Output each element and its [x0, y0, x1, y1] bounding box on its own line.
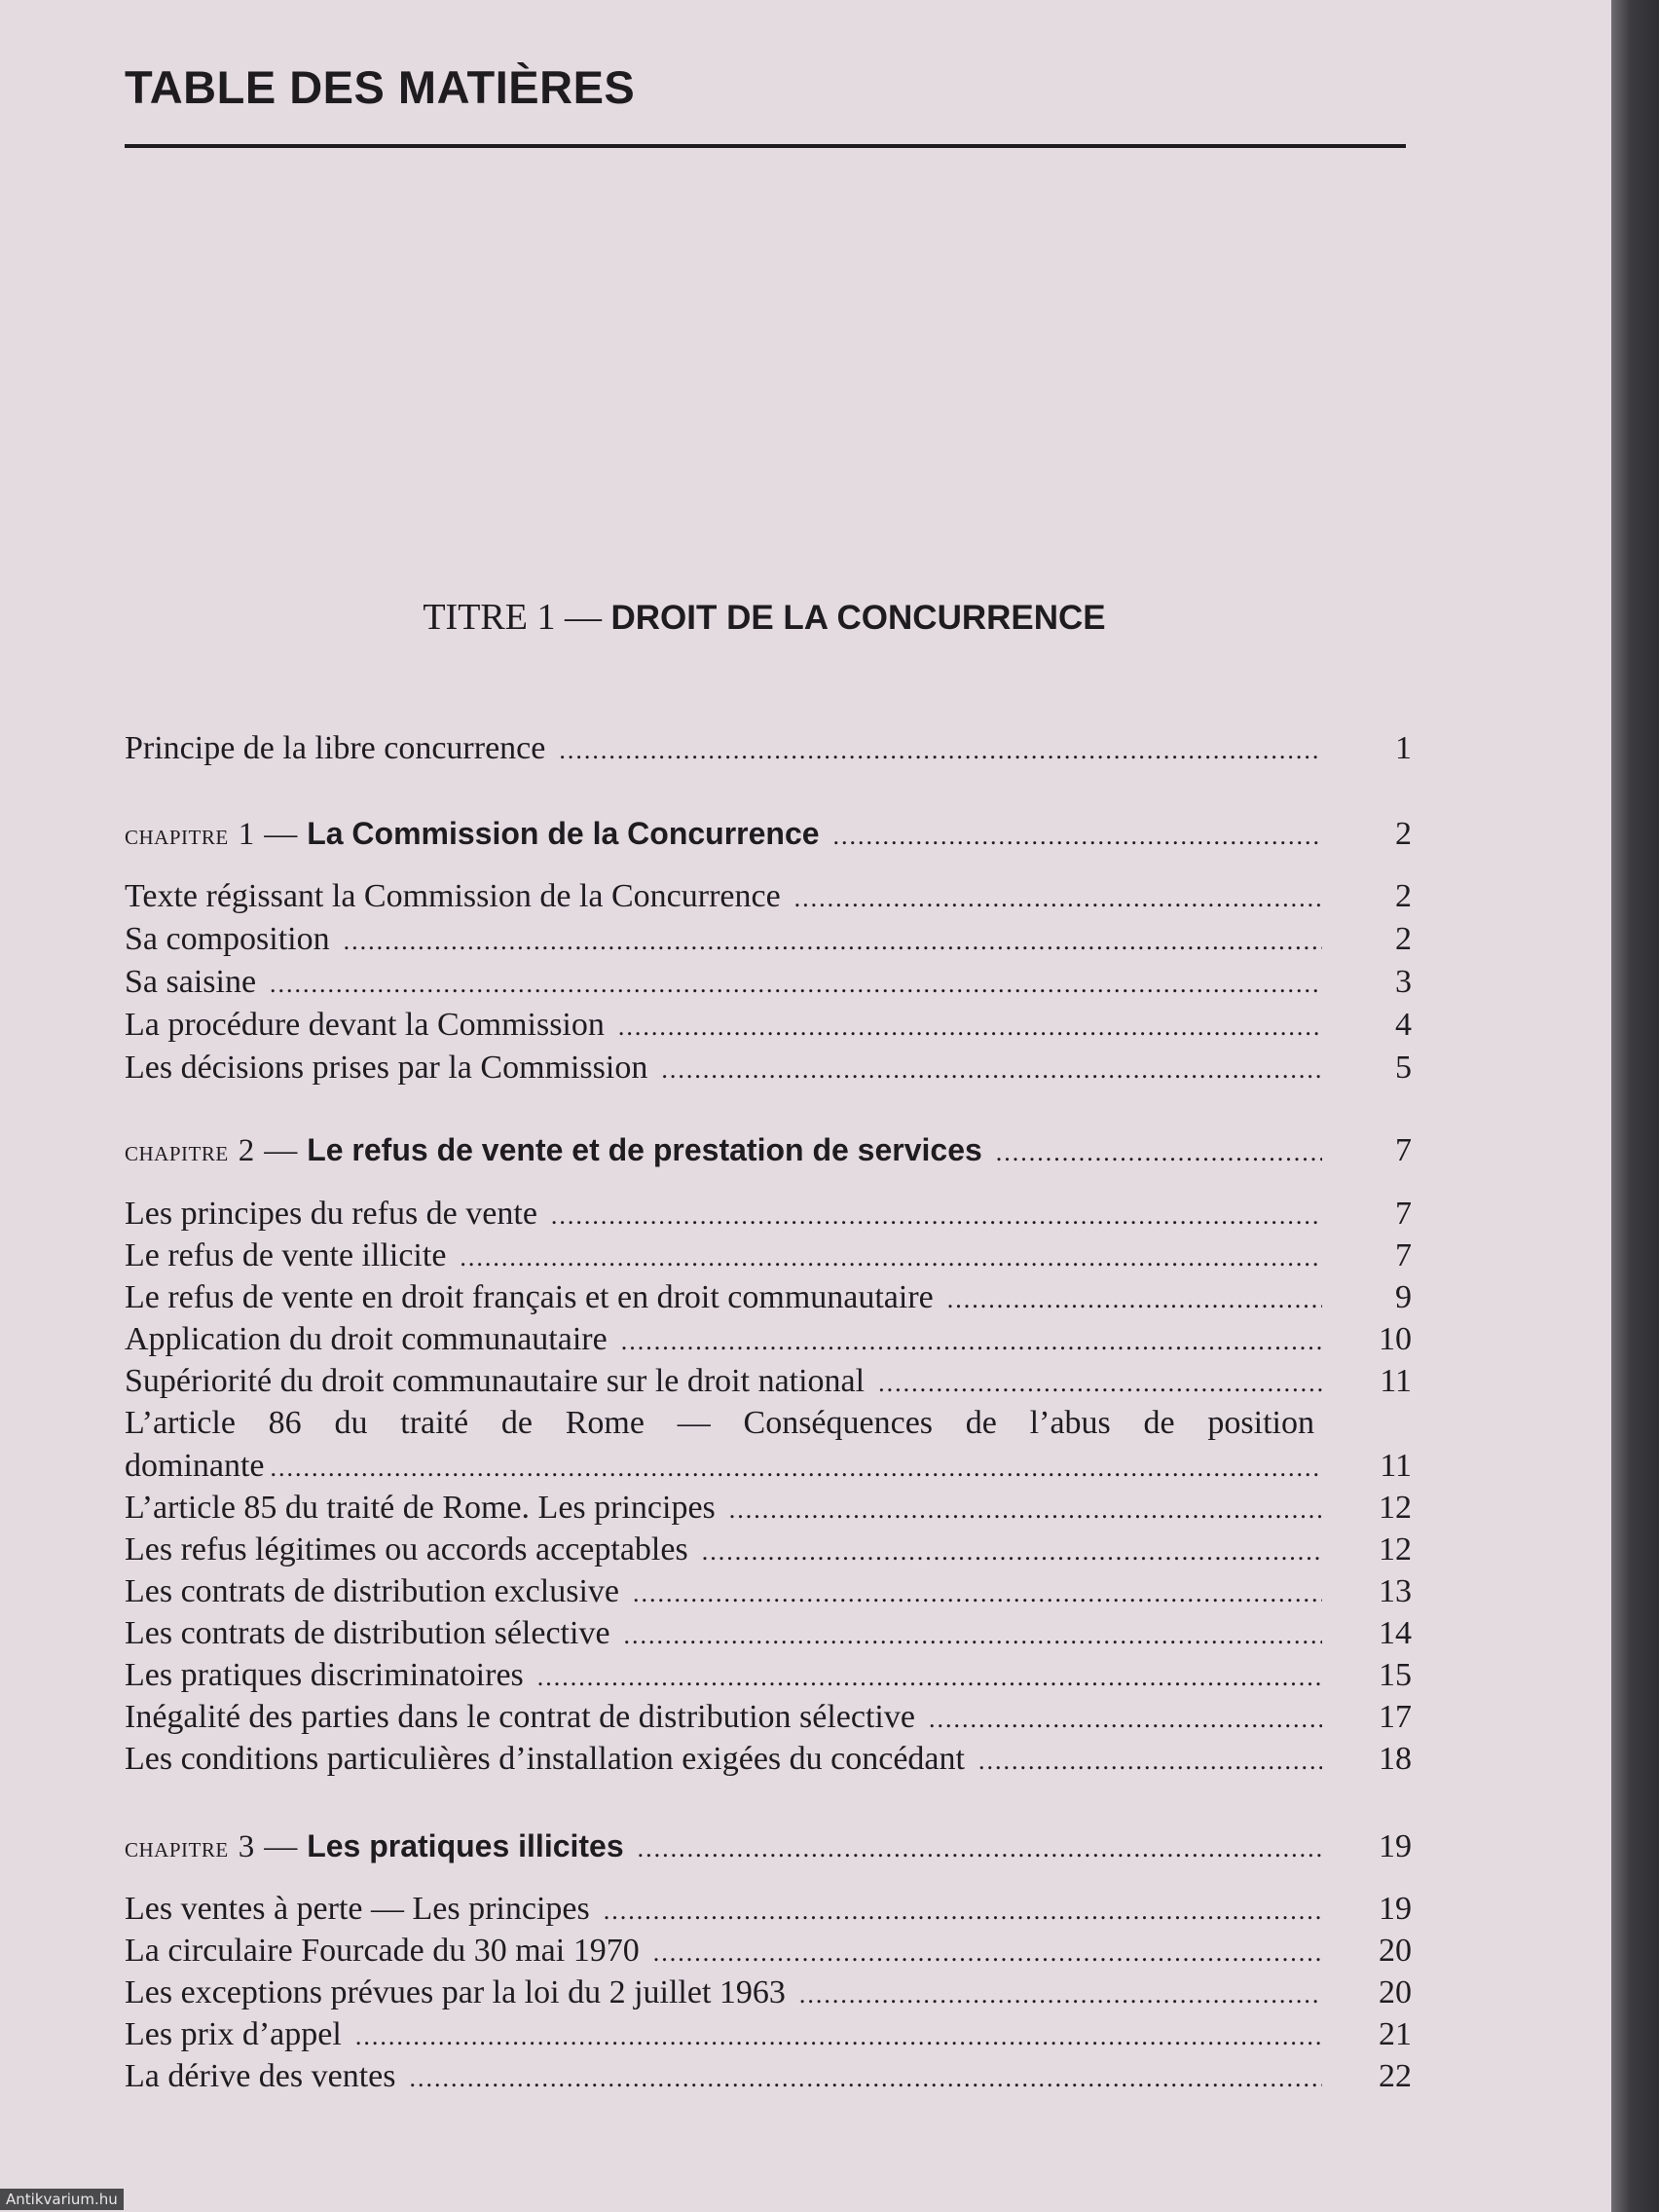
- entry-label: La procédure devant la Commission: [125, 1007, 605, 1043]
- entry-page: 19: [1379, 1891, 1412, 1927]
- toc-entry: [125, 1930, 1412, 1972]
- leader-dots: [344, 920, 1322, 963]
- toc-entry: [125, 1360, 1412, 1403]
- entry-page: 12: [1379, 1490, 1412, 1526]
- titre-title: DROIT DE LA CONCURRENCE: [610, 599, 1106, 637]
- leader-dots: [978, 1740, 1322, 1783]
- leader-dots: [702, 1530, 1322, 1573]
- leader-dots: [604, 1890, 1322, 1933]
- entry-page: 12: [1379, 1531, 1412, 1567]
- entry-page: 21: [1379, 2016, 1412, 2052]
- chapter-page: 2: [1395, 816, 1412, 852]
- chapter-page: 7: [1395, 1132, 1412, 1168]
- entry-label: Texte régissant la Commission de la Concurrence: [125, 878, 781, 914]
- leader-dots: [460, 1236, 1322, 1279]
- leader-dots: [833, 815, 1322, 858]
- chapter-title: Les pratiques illicites: [307, 1828, 624, 1863]
- chapter-heading-2: chapitre 2 — Le refus de vente et de prestation de services ..... 7: [125, 1128, 1412, 1171]
- book-spine-shadow: [1611, 0, 1659, 2212]
- entry-label: Les exceptions prévues par la loi du 2 juillet 1963: [125, 1974, 786, 2010]
- leader-dots: [270, 963, 1322, 1006]
- entry-page: 18: [1379, 1741, 1412, 1777]
- leader-dots: [559, 729, 1322, 772]
- toc-entry: [125, 875, 1412, 918]
- toc-entry: [125, 1696, 1412, 1739]
- entry-page: 20: [1379, 1933, 1412, 1969]
- chapter-keyword: chapitre: [125, 1135, 229, 1167]
- entry-label: Principe de la libre concurrence: [125, 730, 546, 766]
- leader-dots: [996, 1131, 1322, 1174]
- entry-page: 14: [1379, 1615, 1412, 1651]
- leader-dots: [878, 1362, 1322, 1405]
- leader-dots: [271, 1447, 1322, 1490]
- entry-label: Application du droit communautaire: [125, 1321, 608, 1357]
- entry-label: Les conditions particulières d’installation exigées du concédant: [125, 1741, 965, 1777]
- chapter-number: 3: [238, 1829, 255, 1864]
- entry-page: 17: [1379, 1699, 1412, 1735]
- leader-dots: [799, 1973, 1322, 2016]
- toc-entry: [125, 1193, 1412, 1235]
- leader-dots: [653, 1932, 1322, 1974]
- toc-entry: [125, 1318, 1412, 1361]
- entry-page: 2: [1395, 878, 1412, 914]
- toc-entry: [125, 1047, 1412, 1089]
- entry-page: 13: [1379, 1573, 1412, 1609]
- toc-entry: [125, 1570, 1412, 1613]
- entry-page: 9: [1395, 1279, 1412, 1315]
- toc-entry: [125, 1612, 1412, 1655]
- leader-dots: [638, 1827, 1322, 1870]
- entry-label: Les prix d’appel: [125, 2016, 342, 2052]
- toc-entry: [125, 961, 1412, 1004]
- leader-dots: [410, 2057, 1323, 2100]
- toc-entry: [125, 1972, 1412, 2014]
- toc-entry: [125, 1235, 1412, 1277]
- entry-label: L’article 85 du traité de Rome. Les principes: [125, 1490, 716, 1526]
- entry-label: Les principes du refus de vente: [125, 1196, 537, 1232]
- toc-entry-intro: [125, 727, 1412, 770]
- entry-label: Les pratiques discriminatoires: [125, 1657, 524, 1693]
- titre-heading: [0, 596, 1529, 639]
- entry-page: 10: [1379, 1321, 1412, 1357]
- toc-entry: [125, 1004, 1412, 1047]
- entry-label: Supériorité du droit communautaire sur le droit national: [125, 1363, 866, 1399]
- leader-dots: [633, 1572, 1322, 1615]
- entry-page: 3: [1395, 964, 1412, 1000]
- leader-dots: [621, 1320, 1322, 1363]
- chapter-keyword: chapitre: [125, 1831, 229, 1863]
- leader-dots: [661, 1049, 1322, 1091]
- toc-entry-two-line: [125, 1402, 1412, 1490]
- entry-label: Sa composition: [125, 921, 330, 957]
- entry-page: 11: [1380, 1363, 1412, 1399]
- entry-page: 11: [1380, 1448, 1412, 1484]
- entry-label: La circulaire Fourcade du 30 mai 1970: [125, 1933, 640, 1969]
- heading-rule: [125, 144, 1406, 148]
- toc-entry: [125, 2055, 1412, 2098]
- entry-page: 1: [1395, 730, 1412, 766]
- chapter-number: 1: [238, 817, 255, 852]
- entry-label: Sa saisine: [125, 964, 257, 1000]
- chapter-title: Le refus de vente et de prestation de services: [307, 1132, 982, 1167]
- toc-entry: [125, 1654, 1412, 1697]
- page-heading: TABLE DES MATIÈRES: [125, 61, 636, 113]
- entry-label: Les refus légitimes ou accords acceptables: [125, 1531, 688, 1567]
- entry-label: Les contrats de distribution exclusive: [125, 1573, 619, 1609]
- toc-entry: [125, 2013, 1412, 2056]
- entry-page: 22: [1379, 2058, 1412, 2094]
- entry-label-continued: dominante: [125, 1448, 265, 1484]
- entry-page: 15: [1379, 1657, 1412, 1693]
- chapter-heading-1: chapitre 1 — La Commission de la Concurrence ..... 2: [125, 812, 1412, 855]
- toc-entry: [125, 1487, 1412, 1530]
- chapter-heading-3: chapitre 3 — Les pratiques illicites ..... 19: [125, 1825, 1412, 1867]
- toc-entry: [125, 1738, 1412, 1781]
- entry-label: Le refus de vente en droit français et en droit communautaire: [125, 1279, 934, 1315]
- leader-dots: [618, 1006, 1322, 1049]
- toc-entry: [125, 918, 1412, 961]
- entry-label: Les contrats de distribution sélective: [125, 1615, 610, 1651]
- entry-page: 5: [1395, 1050, 1412, 1086]
- leader-dots: [729, 1489, 1322, 1531]
- entry-label: Le refus de vente illicite: [125, 1237, 447, 1273]
- entry-label: La dérive des ventes: [125, 2058, 396, 2094]
- leader-dots: [537, 1656, 1322, 1699]
- toc-entry: [125, 1276, 1412, 1319]
- entry-label: Les ventes à perte — Les principes: [125, 1891, 590, 1927]
- leader-dots: [355, 2015, 1322, 2058]
- entry-label: Inégalité des parties dans le contrat de distribution sélective: [125, 1699, 915, 1735]
- chapter-keyword: chapitre: [125, 819, 229, 851]
- entry-label: Les décisions prises par la Commission: [125, 1050, 648, 1086]
- entry-page: 7: [1395, 1237, 1412, 1273]
- leader-dots: [794, 877, 1322, 920]
- entry-page: 4: [1395, 1007, 1412, 1043]
- toc-entry: [125, 1529, 1412, 1571]
- entry-page: 2: [1395, 921, 1412, 957]
- chapter-page: 19: [1379, 1828, 1412, 1864]
- leader-dots: [947, 1278, 1322, 1321]
- titre-prefix: TITRE 1 —: [423, 597, 602, 638]
- watermark: Antikvarium.hu: [0, 2189, 124, 2210]
- chapter-title: La Commission de la Concurrence: [307, 816, 820, 851]
- leader-dots: [624, 1614, 1322, 1657]
- entry-page: 20: [1379, 1974, 1412, 2010]
- entry-label: L’article 86 du traité de Rome — Conséquences de l’abus de position: [125, 1405, 1314, 1441]
- entry-page: 7: [1395, 1196, 1412, 1232]
- leader-dots: [551, 1195, 1322, 1237]
- toc-entry: [125, 1888, 1412, 1931]
- chapter-number: 2: [238, 1133, 255, 1168]
- leader-dots: [929, 1698, 1322, 1741]
